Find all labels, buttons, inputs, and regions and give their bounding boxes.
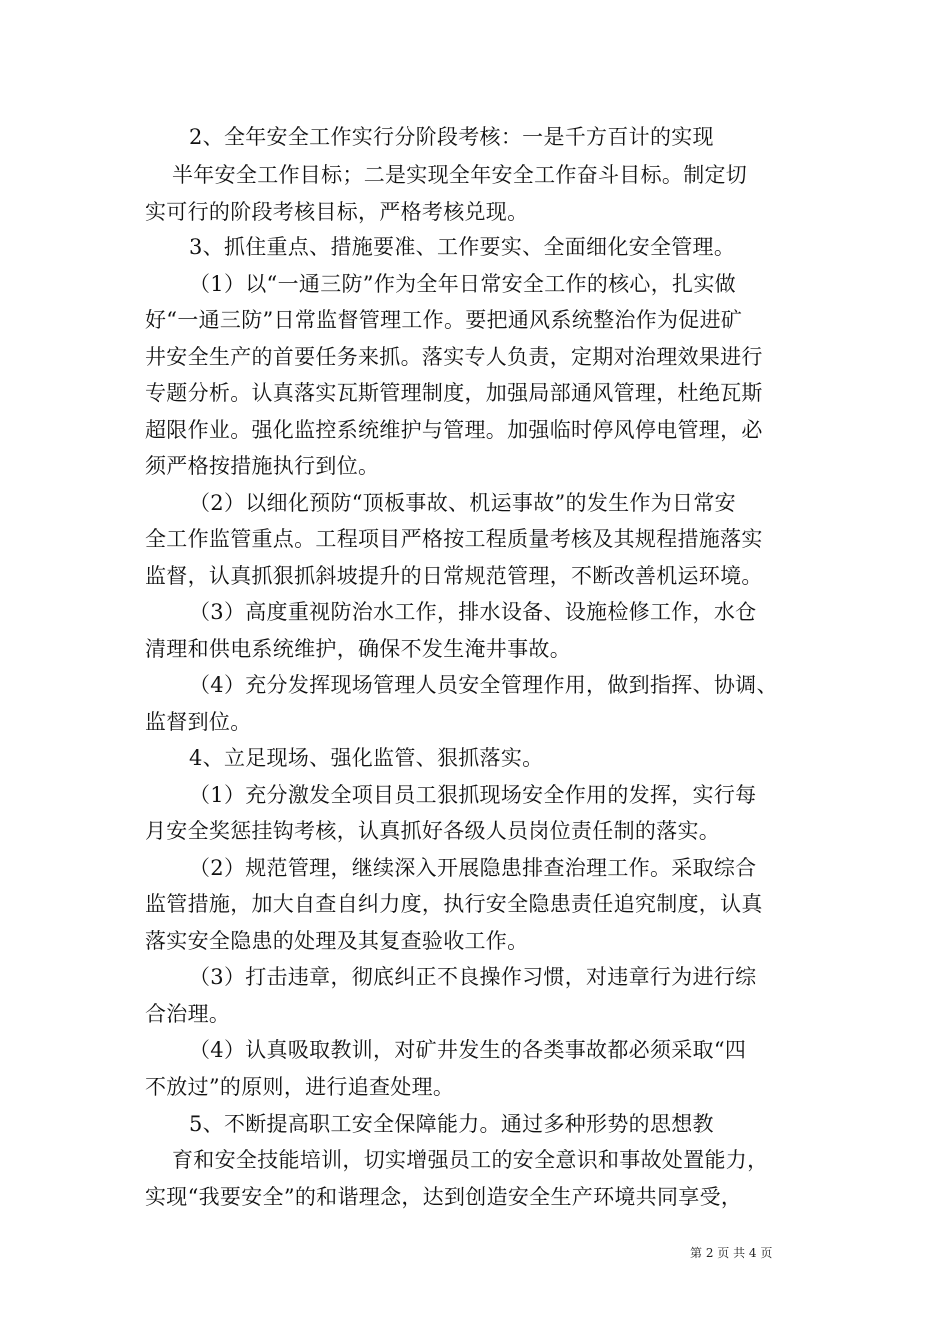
- paragraph-line: 井安全生产的首要任务来抓。落实专人负责，定期对治理效果进行: [145, 345, 763, 369]
- paragraph-line: 落实安全隐患的处理及其复查验收工作。: [145, 929, 529, 953]
- paragraph-line: 超限作业。强化监控系统维护与管理。加强临时停风停电管理，必: [145, 418, 763, 442]
- paragraph-line: （3）打击违章，彻底纠正不良操作习惯，对违章行为进行综: [189, 965, 757, 989]
- paragraph-line: 监管措施，加大自查自纠力度，执行安全隐患责任追究制度，认真: [145, 892, 763, 916]
- paragraph-line: 实可行的阶段考核目标，严格考核兑现。: [145, 200, 529, 224]
- paragraph-line: （3）高度重视防治水工作，排水设备、设施检修工作，水仓: [189, 600, 757, 624]
- paragraph-line: （2）规范管理，继续深入开展隐患排查治理工作。采取综合: [189, 856, 757, 880]
- paragraph-line: 5、不断提高职工安全保障能力。通过多种形势的思想教: [189, 1112, 714, 1136]
- paragraph-line: 4、立足现场、强化监管、狠抓落实。: [189, 746, 544, 770]
- paragraph-line: 监督到位。: [145, 710, 252, 734]
- paragraph-line: 清理和供电系统维护，确保不发生淹井事故。: [145, 637, 571, 661]
- paragraph-line: （4）认真吸取教训，对矿井发生的各类事故都必须采取“四: [189, 1038, 747, 1062]
- paragraph-line: 半年安全工作目标；二是实现全年安全工作奋斗目标。制定切: [172, 163, 748, 187]
- paragraph-line: （1）以“一通三防”作为全年日常安全工作的核心，扎实做: [189, 272, 736, 296]
- page-number: 第 2 页 共 4 页: [690, 1246, 773, 1260]
- paragraph-line: 全工作监管重点。工程项目严格按工程质量考核及其规程措施落实: [145, 527, 763, 551]
- paragraph-line: （2）以细化预防“顶板事故、机运事故”的发生作为日常安: [189, 491, 736, 515]
- paragraph-line: 好“一通三防”日常监督管理工作。要把通风系统整治作为促进矿: [145, 308, 743, 332]
- paragraph-line: 2、全年安全工作实行分阶段考核：一是千方百计的实现: [189, 125, 714, 149]
- paragraph-line: （4）充分发挥现场管理人员安全管理作用，做到指挥、协调、: [189, 673, 778, 697]
- paragraph-line: 监督，认真抓狠抓斜坡提升的日常规范管理，不断改善机运环境。: [145, 564, 763, 588]
- paragraph-line: （1）充分激发全项目员工狠抓现场安全作用的发挥，实行每: [189, 783, 757, 807]
- paragraph-line: 须严格按措施执行到位。: [145, 454, 380, 478]
- paragraph-line: 实现“我要安全”的和谐理念，达到创造安全生产环境共同享受，: [145, 1185, 743, 1209]
- paragraph-line: 月安全奖惩挂钩考核，认真抓好各级人员岗位责任制的落实。: [145, 819, 721, 843]
- paragraph-line: 育和安全技能培训，切实增强员工的安全意识和事故处置能力，: [172, 1148, 769, 1172]
- paragraph-line: 不放过”的原则，进行追查处理。: [145, 1075, 455, 1099]
- paragraph-line: 合治理。: [145, 1002, 231, 1026]
- paragraph-line: 专题分析。认真落实瓦斯管理制度，加强局部通风管理，杜绝瓦斯: [145, 381, 763, 405]
- paragraph-line: 3、抓住重点、措施要准、工作要实、全面细化安全管理。: [189, 235, 736, 259]
